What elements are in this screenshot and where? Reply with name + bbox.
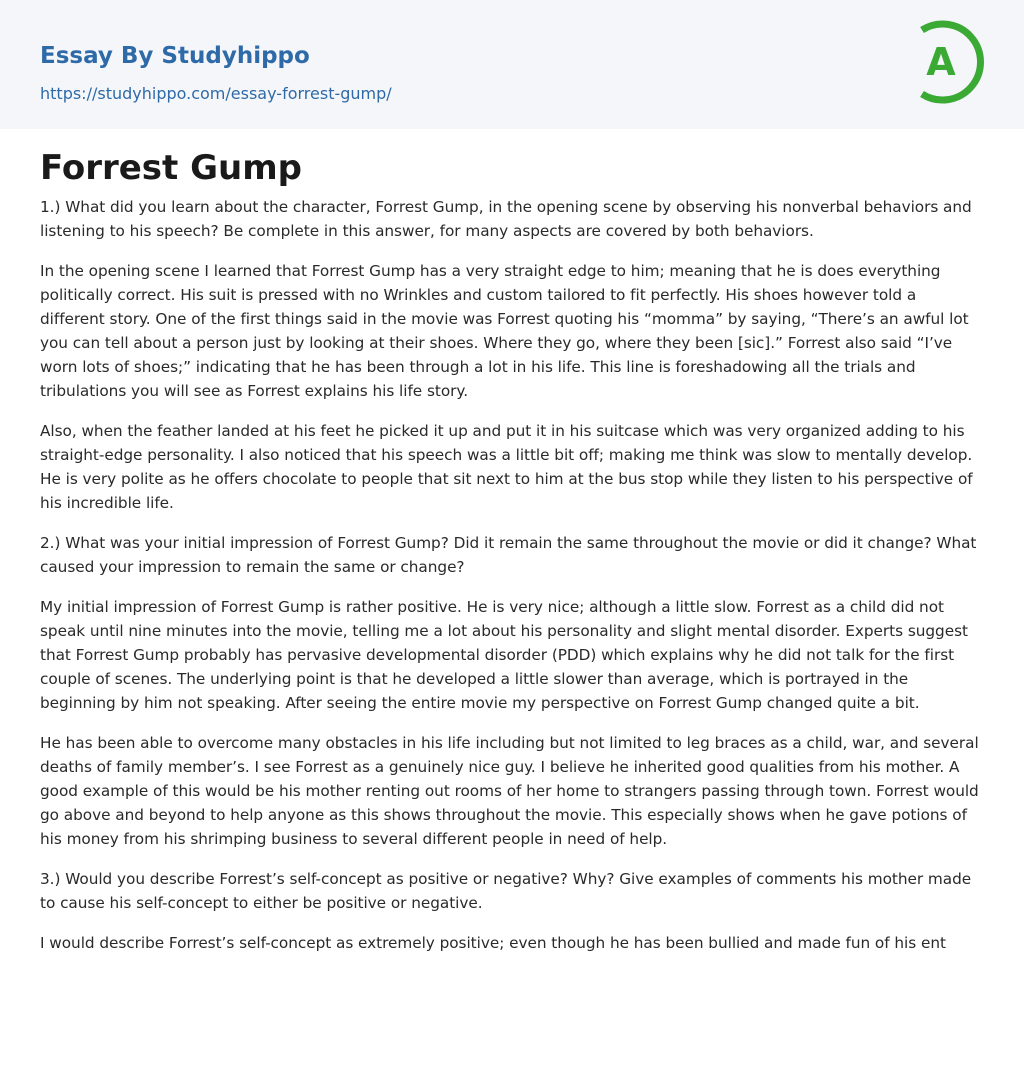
- essay-url-link[interactable]: https://studyhippo.com/essay-forrest-gump/: [40, 84, 392, 103]
- essay-content: [40, 145, 984, 971]
- essay-paragraph: Also, when the feather landed at his feet he picked it up and put it in his suitcase which was very organized adding to his straight-edge personality. I also noticed that his speech was a little bit off; making me think was slow to mentally develop. He is very polite as he offers chocolate to people that sit next to him at the bus stop while they listen to his perspective of his incredible life.: [40, 422, 973, 512]
- site-header: [0, 0, 1024, 129]
- logo-letter: A: [926, 40, 956, 84]
- essay-paragraph: 2.) What was your initial impression of Forrest Gump? Did it remain the same throughout the movie or did it change? What caused your impression to remain the same or change?: [40, 534, 977, 576]
- site-title[interactable]: Essay By Studyhippo: [40, 43, 310, 69]
- essay-paragraph: My initial impression of Forrest Gump is rather positive. He is very nice; although a little slow. Forrest as a child did not speak until nine minutes into the movie, telling me a lot about his personality and slight mental disorder. Experts suggest that Forrest Gump probably has pervasive developmental disorder (PDD) which explains why he did not talk for the first couple of scenes. The underlying point is that he developed a little slower than average, which is portrayed in the beginning by him not speaking. After seeing the entire movie my perspective on Forrest Gump changed quite a bit.: [40, 598, 968, 712]
- studyhippo-logo-icon[interactable]: [908, 18, 988, 106]
- essay-paragraph: I would describe Forrest’s self-concept as extremely positive; even though he has been bullied and made fun of his ent: [40, 934, 946, 952]
- page-title: Forrest Gump: [40, 148, 303, 188]
- essay-paragraph: 1.) What did you learn about the character, Forrest Gump, in the opening scene by observing his nonverbal behaviors and listening to his speech? Be complete in this answer, for many aspects are covered by both behaviors.: [40, 198, 972, 240]
- essay-paragraph: 3.) Would you describe Forrest’s self-concept as positive or negative? Why? Give examples of comments his mother made to cause his self-concept to either be positive or negative.: [40, 870, 972, 912]
- essay-paragraph: In the opening scene I learned that Forrest Gump has a very straight edge to him; meaning that he is does everything politically correct. His suit is pressed with no Wrinkles and custom tailored to fit perfectly. His shoes however told a different story. One of the first things said in the movie was Forrest quoting his “momma” by saying, “There’s an awful lot you can tell about a person just by looking at their shoes. Where they go, where they been [sic].” Forrest also said “I’ve worn lots of shoes;” indicating that he has been through a lot in his life. This line is foreshadowing all the trials and tribulations you will see as Forrest explains his life story.: [40, 262, 969, 400]
- essay-paragraph: He has been able to overcome many obstacles in his life including but not limited to leg braces as a child, war, and several deaths of family member’s. I see Forrest as a genuinely nice guy. I believe he inherited good qualities from his mother. A good example of this would be his mother renting out rooms of her home to strangers passing through town. Forrest would go above and beyond to help anyone as this shows throughout the movie. This especially shows when he gave potions of his money from his shrimping business to several different people in need of help.: [40, 734, 979, 848]
